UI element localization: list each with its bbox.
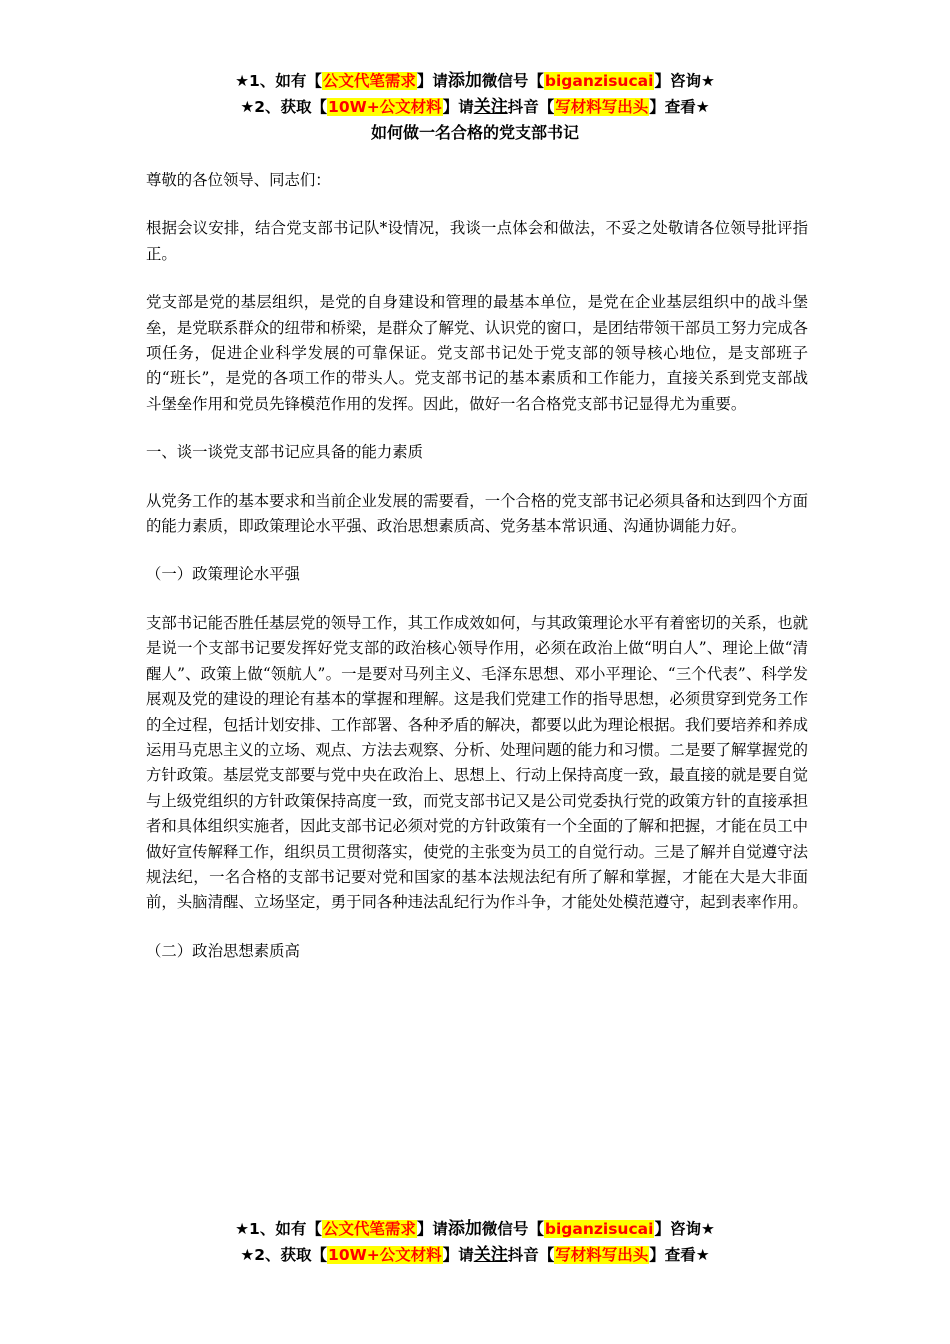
document-title: 如何做一名合格的党支部书记 xyxy=(370,123,579,142)
subsection-heading: （一）政策理论水平强 xyxy=(146,565,300,584)
highlight-ghostwriting: 公文代笔需求 xyxy=(322,72,416,90)
highlight-douyin: 写材料写出头 xyxy=(555,98,649,116)
paragraph: 支部书记能否胜任基层党的领导工作，其工作成效如何，与其政策理论水平有着密切的关系，也就是说一个支部书记要发挥好党支部的政治核心领导作用，必须在政治上做“明白人”、理论上做“清醒人”、政策上做“领航人”。一是要对马列主义、毛泽东思想、邓小平理论、“三个代表”、科学发展观及党的建设的理论有基本的掌握和理解。这是我们党建工作的指导思想，必须贯穿到党务工作的全过程，包括计划安排、工作部署、各种矛盾的解决，都要以此为理论根据。我们要培养和养成运用马克思主义的立场、观点、方法去观察、分析、处理问题的能力和习惯。二是要了解掌握党的方针政策。基层党支部要与党中央在政治上、思想上、行动上保持高度一致，最直接的就是要自觉与上级党组织的方针政策保持高度一致，而党支部书记又是公司党委执行党的政策方针的直接承担者和具体组织实施者，因此支部书记必须对党的方针政策有一个全面的了解和把握，才能在员工中做好宣传解释工作，组织员工贯彻落实，使党的主张变为员工的自觉行动。三是了解并自觉遵守法规法纪，一名合格的支部书记要对党和国家的基本法规法纪有所了解和掌握，才能在大是大非面前，头脑清醒、立场坚定，勇于同各种违法乱纪行为作斗争，才能处处模范遵守，起到表率作用。 xyxy=(146,613,808,912)
paragraph: 根据会议安排，结合党支部书记队*设情况，我谈一点体会和做法，不妥之处敬请各位领导批评指正。 xyxy=(146,219,808,263)
document-body xyxy=(146,168,808,987)
highlight-materials: 10W+公文材料 xyxy=(328,98,442,116)
highlight-ghostwriting: 公文代笔需求 xyxy=(322,1220,416,1238)
paragraph: 尊敬的各位领导、同志们： xyxy=(146,171,331,189)
highlight-wechat-id: biganzisucai xyxy=(544,72,654,90)
footer-banner xyxy=(0,1216,950,1268)
banner-line-2: ★2、获取【10W+公文材料】请关注抖音【写材料写出头】查看★ xyxy=(240,97,710,117)
header-banner xyxy=(0,68,950,120)
highlight-wechat-id: biganzisucai xyxy=(544,1220,654,1238)
section-heading: 一、谈一谈党支部书记应具备的能力素质 xyxy=(146,443,424,462)
banner-line-1: ★1、如有【公文代笔需求】请添加微信号【biganzisucai】咨询★ xyxy=(235,1219,715,1239)
subsection-heading: （二）政治思想素质高 xyxy=(146,941,300,960)
banner-line-1: ★1、如有【公文代笔需求】请添加微信号【biganzisucai】咨询★ xyxy=(235,71,715,91)
paragraph: 从党务工作的基本要求和当前企业发展的需要看，一个合格的党支部书记必须具备和达到四个方面的能力素质，即政策理论水平强、政治思想素质高、党务基本常识通、沟通协调能力好。 xyxy=(146,491,808,536)
paragraph: 党支部是党的基层组织，是党的自身建设和管理的最基本单位，是党在企业基层组织中的战斗堡垒，是党联系群众的纽带和桥梁，是群众了解党、认识党的窗口，是团结带领干部员工努力完成各项任务，促进企业科学发展的可靠保证。党支部书记处于党支部的领导核心地位，是支部班子的“班长”，是党的各项工作的带头人。党支部书记的基本素质和工作能力，直接关系到党支部战斗堡垒作用和党员先锋模范作用的发挥。因此，做好一名合格党支部书记显得尤为重要。 xyxy=(146,293,808,413)
banner-line-2: ★2、获取【10W+公文材料】请关注抖音【写材料写出头】查看★ xyxy=(240,1245,710,1265)
highlight-douyin: 写材料写出头 xyxy=(555,1246,649,1264)
highlight-materials: 10W+公文材料 xyxy=(328,1246,442,1264)
